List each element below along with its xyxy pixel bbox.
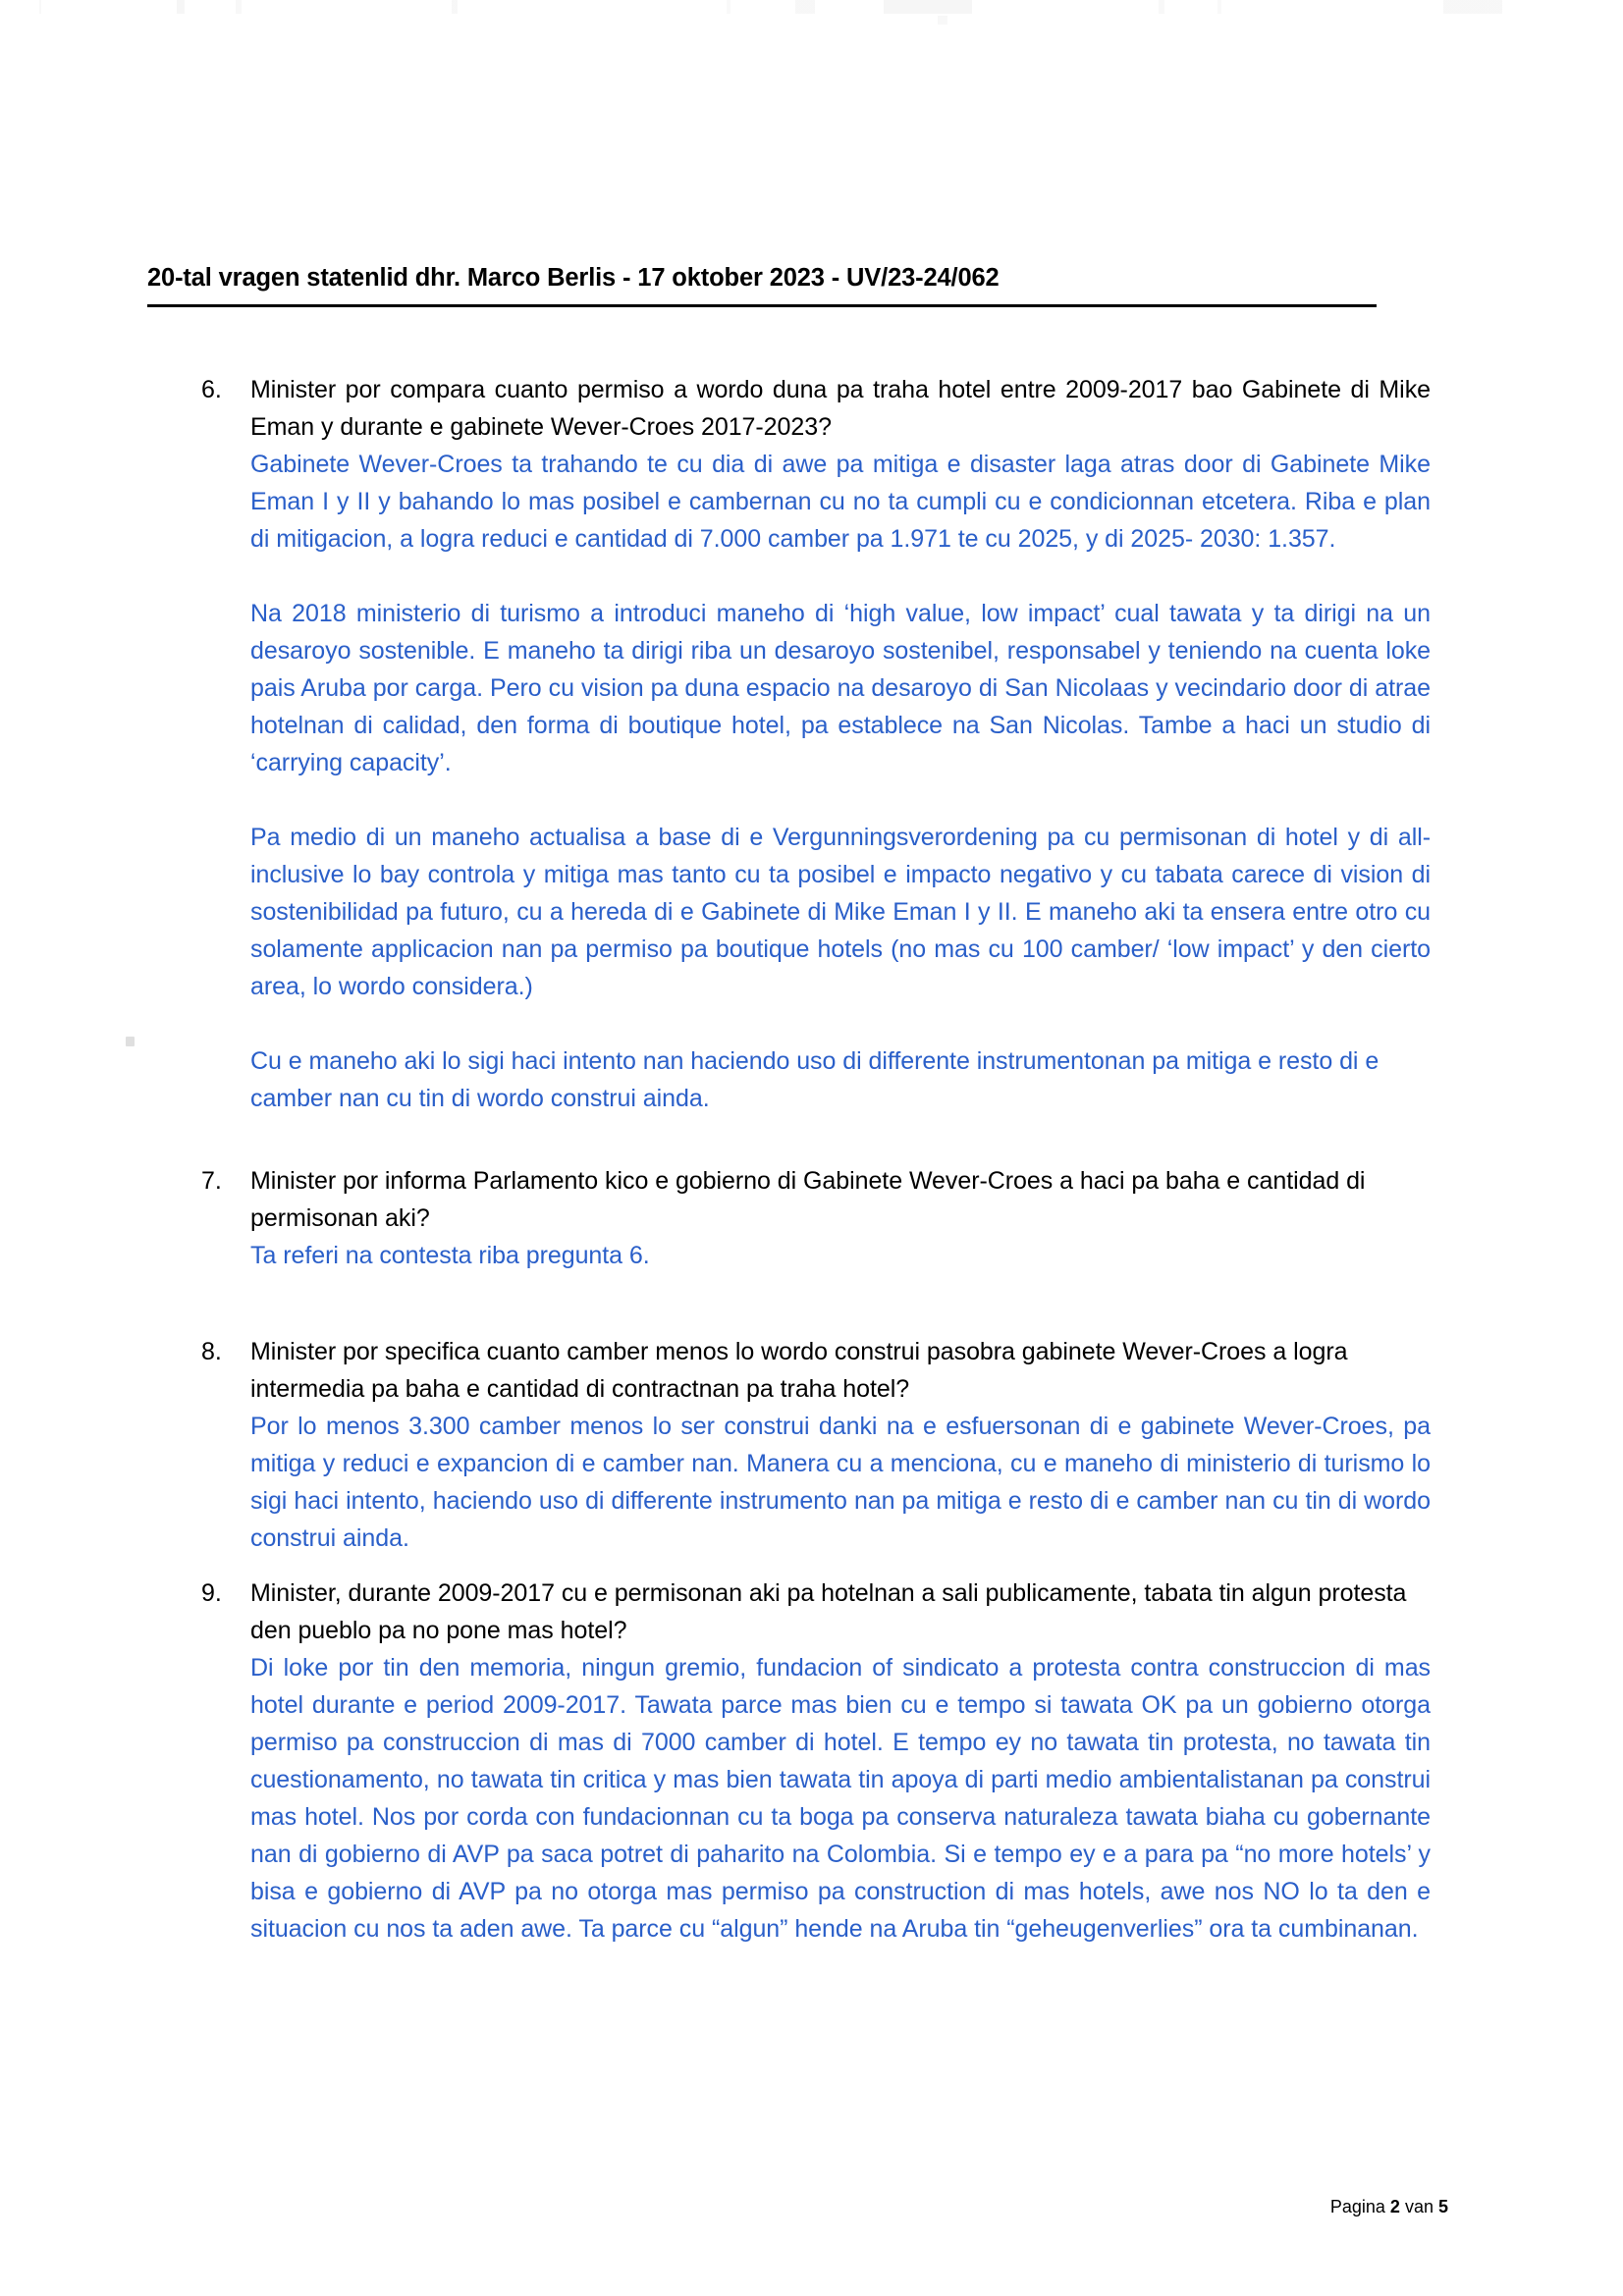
- section-gap: [201, 1274, 1431, 1333]
- section-gap: [201, 1117, 1431, 1162]
- answer-paragraph: Ta referi na contesta riba pregunta 6.: [250, 1242, 650, 1269]
- answer-paragraph: Pa medio di un maneho actualisa a base di e Vergunningsverordening pa cu permisonan di hotel y di all-inclusive lo bay controla y mitiga mas tanto cu ta posibel e impacto negativo y cu tabata carece di vision di sostenibilidad pa futuro, cu a hereda di e Gabinete di Mike Eman I y II. E maneho aki ta ensera entre otro cu solamente applicacion nan pa permiso pa boutique hotels (no mas cu 100 camber/ ‘low impact’ y den cierto area, lo wordo considera.): [250, 824, 1431, 1000]
- qa-item: [201, 1333, 1431, 1557]
- document-body: [201, 371, 1431, 1948]
- qa-item-number: 6.: [201, 376, 222, 403]
- question-text: Minister por compara cuanto permiso a wordo duna pa traha hotel entre 2009-2017 bao Gabinete di Mike Eman y durante e gabinete Wever-Croes 2017-2023?: [250, 376, 1431, 441]
- question-text: Minister por informa Parlamento kico e gobierno di Gabinete Wever-Croes a haci pa baha e cantidad di permisonan aki?: [250, 1167, 1366, 1232]
- qa-item-content: [250, 1162, 1431, 1274]
- answer-paragraph: Por lo menos 3.300 camber menos lo ser construi danki na e esfuersonan di e gabinete Wever-Croes, pa mitiga y reduci e expancion di e camber nan. Manera cu a menciona, cu e maneho di ministerio di turismo lo sigi haci intento, haciendo uso di differente instrumento nan pa mitiga e resto di e camber nan cu tin di wordo construi ainda.: [250, 1413, 1431, 1552]
- document-header: [147, 263, 1377, 307]
- footer-page-number: 2: [1389, 2197, 1400, 2216]
- section-gap: [201, 1557, 1431, 1575]
- page-footer: [0, 2195, 1623, 2218]
- qa-item: [201, 1575, 1431, 1948]
- qa-item: [201, 1162, 1431, 1274]
- qa-item-number: 8.: [201, 1338, 222, 1365]
- qa-item-content: [250, 371, 1431, 1117]
- qa-item-content: [250, 1575, 1431, 1948]
- footer-middle: van: [1404, 2197, 1434, 2216]
- answer-paragraph: Cu e maneho aki lo sigi haci intento nan haciendo uso di differente instrumentonan pa mitiga e resto di e camber nan cu tin di wordo construi ainda.: [250, 1047, 1380, 1112]
- scan-artifact-margin-speck: [126, 1037, 135, 1046]
- scan-artifact-top-secondary: [938, 16, 947, 25]
- question-text: Minister, durante 2009-2017 cu e permisonan aki pa hotelnan a sali publicamente, tabata tin algun protesta den pueblo pa no pone mas hotel?: [250, 1579, 1407, 1644]
- qa-item: [201, 371, 1431, 1117]
- scan-artifact-top: [0, 0, 1623, 14]
- qa-item-number: 9.: [201, 1579, 222, 1607]
- qa-item-number: 7.: [201, 1167, 222, 1195]
- question-text: Minister por specifica cuanto camber menos lo wordo construi pasobra gabinete Wever-Croes a logra intermedia pa baha e cantidad di contractnan pa traha hotel?: [250, 1338, 1348, 1403]
- header-divider-rule: [147, 304, 1377, 307]
- footer-total-pages: 5: [1437, 2197, 1448, 2216]
- answer-paragraph: Na 2018 ministerio di turismo a introduci maneho di ‘high value, low impact’ cual tawata y ta dirigi na un desaroyo sostenible. E maneho ta dirigi riba un desaroyo sostenibel, responsabel y teniendo na cuenta loke pais Aruba por carga. Pero cu vision pa duna espacio na desaroyo di San Nicolaas y vecindario door di atrae hotelnan di calidad, den forma di boutique hotel, pa establece na San Nicolas. Tambe a haci un studio di ‘carrying capacity’.: [250, 600, 1431, 776]
- answer-paragraph: Di loke por tin den memoria, ningun gremio, fundacion of sindicato a protesta contra construccion di mas hotel durante e period 2009-2017. Tawata parce mas bien cu e tempo si tawata OK pa un gobierno otorga permiso pa construccion di mas di 7000 camber di hotel. E tempo ey no tawata tin protesta, no tawata tin cuestionamento, no tawata tin critica y mas bien tawata tin apoya di parti medio ambientalistanan pa construi mas hotel. Nos por corda con fundacionnan cu ta boga pa conserva naturaleza tawata biaha cu gobernante nan di gobierno di AVP pa saca potret di paharito na Colombia. Si e tempo ey e a para pa “no more hotels’ y bisa e gobierno di AVP pa no otorga mas permiso pa construction di mas hotels, awe nos NO lo ta den e situacion cu nos ta aden awe. Ta parce cu “algun” hende na Aruba tin “geheugenverlies” ora ta cumbinanan.: [250, 1654, 1431, 1943]
- qa-item-content: [250, 1333, 1431, 1557]
- answer-paragraph: Gabinete Wever-Croes ta trahando te cu dia di awe pa mitiga e disaster laga atras door di Gabinete Mike Eman I y II y bahando lo mas posibel e cambernan cu no ta cumpli cu e condicionnan etcetera. Riba e plan di mitigacion, a logra reduci e cantidad di 7.000 camber pa 1.971 te cu 2025, y di 2025- 2030: 1.357.: [250, 451, 1431, 553]
- document-header-title: 20-tal vragen statenlid dhr. Marco Berlis - 17 oktober 2023 - UV/23-24/062: [147, 264, 1000, 292]
- footer-prefix: Pagina: [1329, 2197, 1385, 2216]
